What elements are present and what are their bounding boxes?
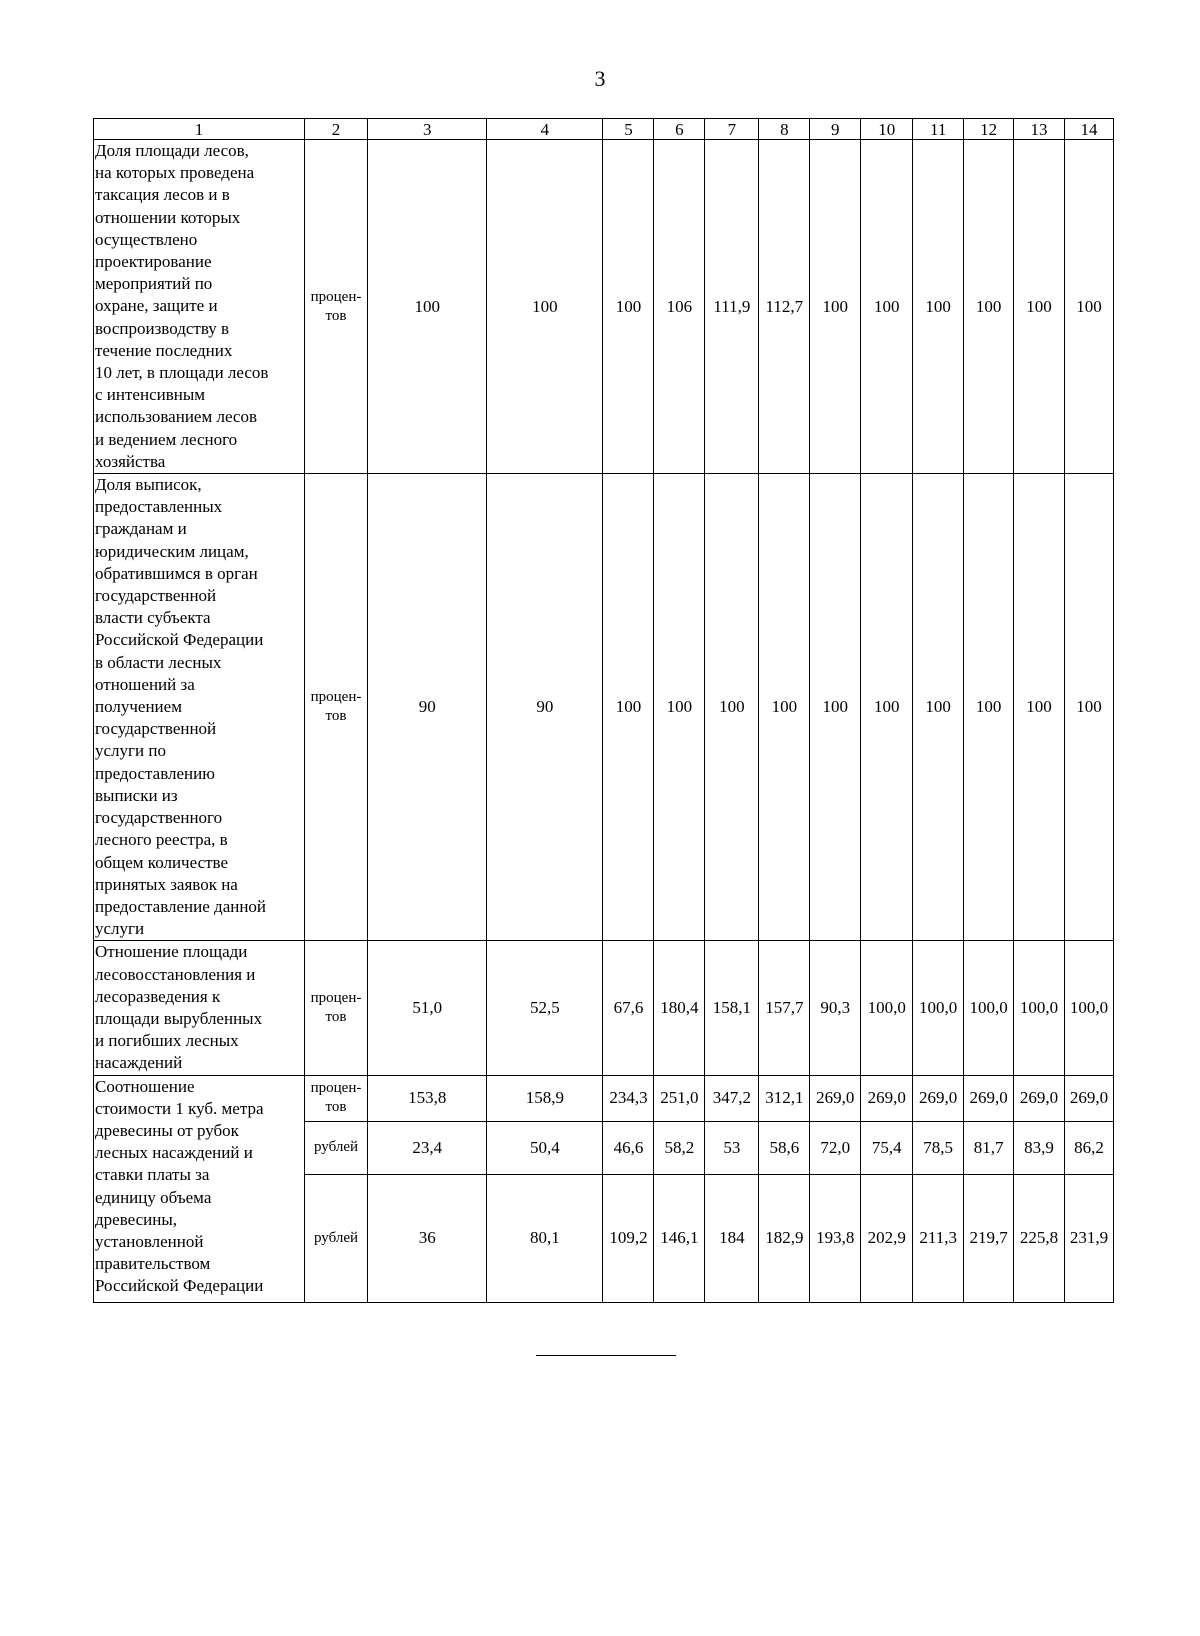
column-header: 9 bbox=[810, 119, 861, 140]
unit-cell: процен- тов bbox=[304, 1075, 367, 1121]
column-header: 14 bbox=[1064, 119, 1113, 140]
value-cell: 251,0 bbox=[654, 1075, 705, 1121]
column-header: 2 bbox=[304, 119, 367, 140]
value-cell: 112,7 bbox=[759, 140, 810, 474]
column-header: 10 bbox=[861, 119, 913, 140]
value-cell: 78,5 bbox=[913, 1121, 964, 1174]
value-cell: 100 bbox=[1014, 474, 1065, 941]
value-cell: 158,1 bbox=[705, 941, 759, 1075]
value-cell: 269,0 bbox=[810, 1075, 861, 1121]
value-cell: 51,0 bbox=[368, 941, 487, 1075]
indicator-name: Доля выписок, предоставленных гражданам и юридическим лицам, обратившимся в орган государственной власти субъекта Российской Федерации в области лесных отношений за получением государственной услуги по предоставлению выписки из государственного лесного реестра, в общем количестве принятых заявок на предоставление данной услуги bbox=[94, 474, 305, 941]
table-row bbox=[94, 1075, 1114, 1121]
unit-cell: процен- тов bbox=[304, 474, 367, 941]
value-cell: 86,2 bbox=[1064, 1121, 1113, 1174]
column-header: 1 bbox=[94, 119, 305, 140]
value-cell: 100,0 bbox=[861, 941, 913, 1075]
value-cell: 46,6 bbox=[603, 1121, 654, 1174]
value-cell: 202,9 bbox=[861, 1174, 913, 1302]
value-cell: 58,6 bbox=[759, 1121, 810, 1174]
value-cell: 100 bbox=[487, 140, 603, 474]
value-cell: 184 bbox=[705, 1174, 759, 1302]
value-cell: 225,8 bbox=[1014, 1174, 1065, 1302]
value-cell: 100,0 bbox=[1014, 941, 1065, 1075]
value-cell: 158,9 bbox=[487, 1075, 603, 1121]
value-cell: 100 bbox=[705, 474, 759, 941]
page-number: 3 bbox=[594, 66, 606, 91]
value-cell: 100 bbox=[368, 140, 487, 474]
table-row bbox=[94, 941, 1114, 1075]
unit-cell: рублей bbox=[304, 1174, 367, 1302]
column-number-row bbox=[94, 119, 1114, 140]
value-cell: 312,1 bbox=[759, 1075, 810, 1121]
value-cell: 100 bbox=[964, 474, 1014, 941]
value-cell: 100 bbox=[913, 140, 964, 474]
footer-divider bbox=[536, 1355, 676, 1356]
value-cell: 231,9 bbox=[1064, 1174, 1113, 1302]
indicators-table bbox=[93, 118, 1114, 1303]
value-cell: 100 bbox=[603, 474, 654, 941]
value-cell: 211,3 bbox=[913, 1174, 964, 1302]
indicator-name: Доля площади лесов, на которых проведена таксация лесов и в отношении которых осуществлено проектирование мероприятий по охране, защите и воспроизводству в течение последних 10 лет, в площади лесов с интенсивным использованием лесов и ведением лесного хозяйства bbox=[94, 140, 305, 474]
value-cell: 219,7 bbox=[964, 1174, 1014, 1302]
value-cell: 81,7 bbox=[964, 1121, 1014, 1174]
value-cell: 269,0 bbox=[913, 1075, 964, 1121]
value-cell: 234,3 bbox=[603, 1075, 654, 1121]
unit-cell: процен- тов bbox=[304, 941, 367, 1075]
value-cell: 50,4 bbox=[487, 1121, 603, 1174]
value-cell: 100 bbox=[654, 474, 705, 941]
table-row bbox=[94, 140, 1114, 474]
value-cell: 111,9 bbox=[705, 140, 759, 474]
value-cell: 180,4 bbox=[654, 941, 705, 1075]
value-cell: 52,5 bbox=[487, 941, 603, 1075]
value-cell: 106 bbox=[654, 140, 705, 474]
column-header: 8 bbox=[759, 119, 810, 140]
value-cell: 90 bbox=[368, 474, 487, 941]
column-header: 11 bbox=[913, 119, 964, 140]
value-cell: 100 bbox=[861, 474, 913, 941]
value-cell: 269,0 bbox=[1064, 1075, 1113, 1121]
value-cell: 269,0 bbox=[964, 1075, 1014, 1121]
value-cell: 100 bbox=[1014, 140, 1065, 474]
value-cell: 153,8 bbox=[368, 1075, 487, 1121]
table-row bbox=[94, 474, 1114, 941]
value-cell: 80,1 bbox=[487, 1174, 603, 1302]
value-cell: 67,6 bbox=[603, 941, 654, 1075]
value-cell: 53 bbox=[705, 1121, 759, 1174]
value-cell: 58,2 bbox=[654, 1121, 705, 1174]
value-cell: 100 bbox=[1064, 140, 1113, 474]
value-cell: 269,0 bbox=[861, 1075, 913, 1121]
column-header: 3 bbox=[368, 119, 487, 140]
value-cell: 23,4 bbox=[368, 1121, 487, 1174]
value-cell: 100,0 bbox=[913, 941, 964, 1075]
value-cell: 100 bbox=[964, 140, 1014, 474]
value-cell: 100,0 bbox=[1064, 941, 1113, 1075]
unit-cell: процен- тов bbox=[304, 140, 367, 474]
value-cell: 100 bbox=[861, 140, 913, 474]
value-cell: 90 bbox=[487, 474, 603, 941]
value-cell: 100 bbox=[810, 140, 861, 474]
value-cell: 109,2 bbox=[603, 1174, 654, 1302]
value-cell: 100,0 bbox=[964, 941, 1014, 1075]
value-cell: 72,0 bbox=[810, 1121, 861, 1174]
value-cell: 157,7 bbox=[759, 941, 810, 1075]
value-cell: 100 bbox=[603, 140, 654, 474]
indicator-name: Соотношение стоимости 1 куб. метра древесины от рубок лесных насаждений и ставки платы за единицу объема древесины, установленной правительством Российской Федерации bbox=[94, 1075, 305, 1302]
column-header: 13 bbox=[1014, 119, 1065, 140]
column-header: 12 bbox=[964, 119, 1014, 140]
value-cell: 146,1 bbox=[654, 1174, 705, 1302]
column-header: 6 bbox=[654, 119, 705, 140]
value-cell: 193,8 bbox=[810, 1174, 861, 1302]
value-cell: 90,3 bbox=[810, 941, 861, 1075]
value-cell: 100 bbox=[913, 474, 964, 941]
value-cell: 100 bbox=[759, 474, 810, 941]
value-cell: 182,9 bbox=[759, 1174, 810, 1302]
indicator-name: Отношение площади лесовосстановления и лесоразведения к площади вырубленных и погибших лесных насаждений bbox=[94, 941, 305, 1075]
value-cell: 83,9 bbox=[1014, 1121, 1065, 1174]
unit-cell: рублей bbox=[304, 1121, 367, 1174]
column-header: 7 bbox=[705, 119, 759, 140]
value-cell: 36 bbox=[368, 1174, 487, 1302]
column-header: 4 bbox=[487, 119, 603, 140]
value-cell: 269,0 bbox=[1014, 1075, 1065, 1121]
value-cell: 347,2 bbox=[705, 1075, 759, 1121]
value-cell: 75,4 bbox=[861, 1121, 913, 1174]
column-header: 5 bbox=[603, 119, 654, 140]
value-cell: 100 bbox=[1064, 474, 1113, 941]
value-cell: 100 bbox=[810, 474, 861, 941]
